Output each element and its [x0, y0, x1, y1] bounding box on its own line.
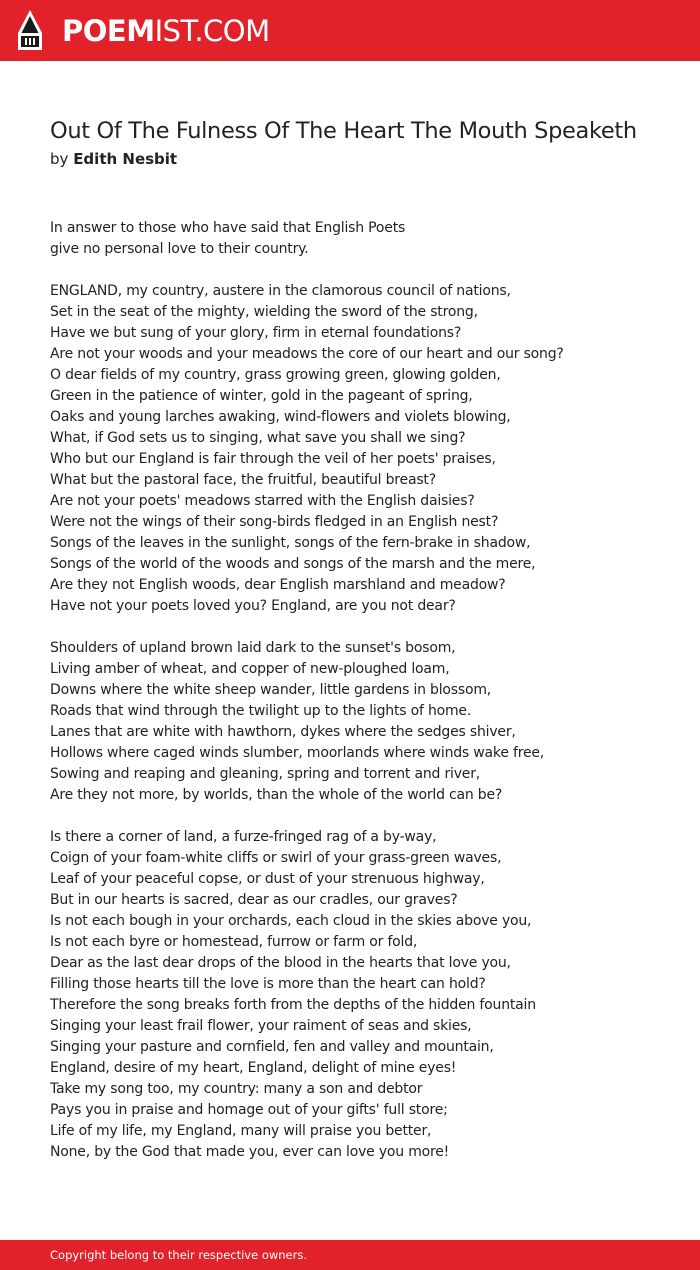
poem-line: England, desire of my heart, England, delight of mine eyes! — [50, 1060, 457, 1076]
poem-line: Is not each byre or homestead, furrow or farm or fold, — [50, 934, 418, 950]
poem-line: Life of my life, my England, many will praise you better, — [50, 1123, 432, 1139]
copyright-text: Copyright belong to their respective owners. — [50, 1248, 308, 1262]
poem-line: What, if God sets us to singing, what save you shall we sing? — [50, 430, 466, 446]
poem-line: None, by the God that made you, ever can love you more! — [50, 1144, 450, 1160]
poem-line: But in our hearts is sacred, dear as our cradles, our graves? — [50, 892, 458, 908]
poem-stanza — [50, 218, 690, 260]
poem-line: Take my song too, my country: many a son and debtor — [50, 1081, 423, 1097]
site-header — [0, 0, 700, 61]
poem-line: Set in the seat of the mighty, wielding the sword of the strong, — [50, 304, 478, 320]
poem-line: Pays you in praise and homage out of your gifts' full store; — [50, 1102, 448, 1118]
poem-line: Who but our England is fair through the veil of her poets' praises, — [50, 451, 496, 467]
byline — [50, 148, 177, 170]
poem-line: Were not the wings of their song-birds fledged in an English nest? — [50, 514, 499, 530]
poem-line: give no personal love to their country. — [50, 241, 309, 257]
poem-line: Sowing and reaping and gleaning, spring and torrent and river, — [50, 766, 481, 782]
poem-line: Hollows where caged winds slumber, moorlands where winds wake free, — [50, 745, 545, 761]
poem-line: Is not each bough in your orchards, each cloud in the skies above you, — [50, 913, 532, 929]
poem-line: Are not your poets' meadows starred with the English daisies? — [50, 493, 475, 509]
poem-title: Out Of The Fulness Of The Heart The Mouth Speaketh — [50, 118, 637, 144]
poem-body — [50, 218, 690, 1184]
poem-line: Singing your least frail flower, your raiment of seas and skies, — [50, 1018, 472, 1034]
poem-line: Have not your poets loved you? England, are you not dear? — [50, 598, 456, 614]
poem-line: Downs where the white sheep wander, little gardens in blossom, — [50, 682, 492, 698]
poem-line: What but the pastoral face, the fruitful, beautiful breast? — [50, 472, 436, 488]
poem-line: O dear fields of my country, grass growing green, glowing golden, — [50, 367, 501, 383]
poem-line: Songs of the world of the woods and songs of the marsh and the mere, — [50, 556, 536, 572]
poem-line: Is there a corner of land, a furze-fringed rag of a by-way, — [50, 829, 437, 845]
poem-line: Roads that wind through the twilight up to the lights of home. — [50, 703, 472, 719]
poem-line: Oaks and young larches awaking, wind-flowers and violets blowing, — [50, 409, 511, 425]
poem-line: Filling those hearts till the love is more than the heart can hold? — [50, 976, 486, 992]
logo-text-light: IST.COM — [154, 14, 270, 48]
site-logo[interactable] — [62, 12, 270, 50]
poem-line: Songs of the leaves in the sunlight, songs of the fern-brake in shadow, — [50, 535, 531, 551]
poem-line: Singing your pasture and cornfield, fen and valley and mountain, — [50, 1039, 494, 1055]
logo-text-bold: POEM — [62, 14, 155, 48]
poem-line: Are not your woods and your meadows the core of our heart and our song? — [50, 346, 564, 362]
poem-stanza — [50, 638, 690, 806]
poem-line: Are they not more, by worlds, than the whole of the world can be? — [50, 787, 503, 803]
poem-line: Are they not English woods, dear English marshland and meadow? — [50, 577, 506, 593]
poem-line: Living amber of wheat, and copper of new-ploughed loam, — [50, 661, 450, 677]
site-footer — [0, 1240, 700, 1270]
poem-line: ENGLAND, my country, austere in the clamorous council of nations, — [50, 283, 511, 299]
poem-line: In answer to those who have said that English Poets — [50, 220, 406, 236]
poem-line: Dear as the last dear drops of the blood in the hearts that love you, — [50, 955, 511, 971]
poem-line: Shoulders of upland brown laid dark to the sunset's bosom, — [50, 640, 456, 656]
poem-stanza — [50, 827, 690, 1163]
poem-line: Lanes that are white with hawthorn, dykes where the sedges shiver, — [50, 724, 516, 740]
poem-line: Have we but sung of your glory, firm in eternal foundations? — [50, 325, 462, 341]
by-label: by — [50, 150, 69, 168]
poem-line: Green in the patience of winter, gold in the pageant of spring, — [50, 388, 473, 404]
pencil-logo-icon[interactable] — [17, 9, 43, 51]
poem-stanza — [50, 281, 690, 617]
poem-line: Coign of your foam-white cliffs or swirl of your grass-green waves, — [50, 850, 502, 866]
poem-line: Leaf of your peaceful copse, or dust of your strenuous highway, — [50, 871, 485, 887]
poem-line: Therefore the song breaks forth from the depths of the hidden fountain — [50, 997, 536, 1013]
author-name: Edith Nesbit — [73, 150, 178, 168]
